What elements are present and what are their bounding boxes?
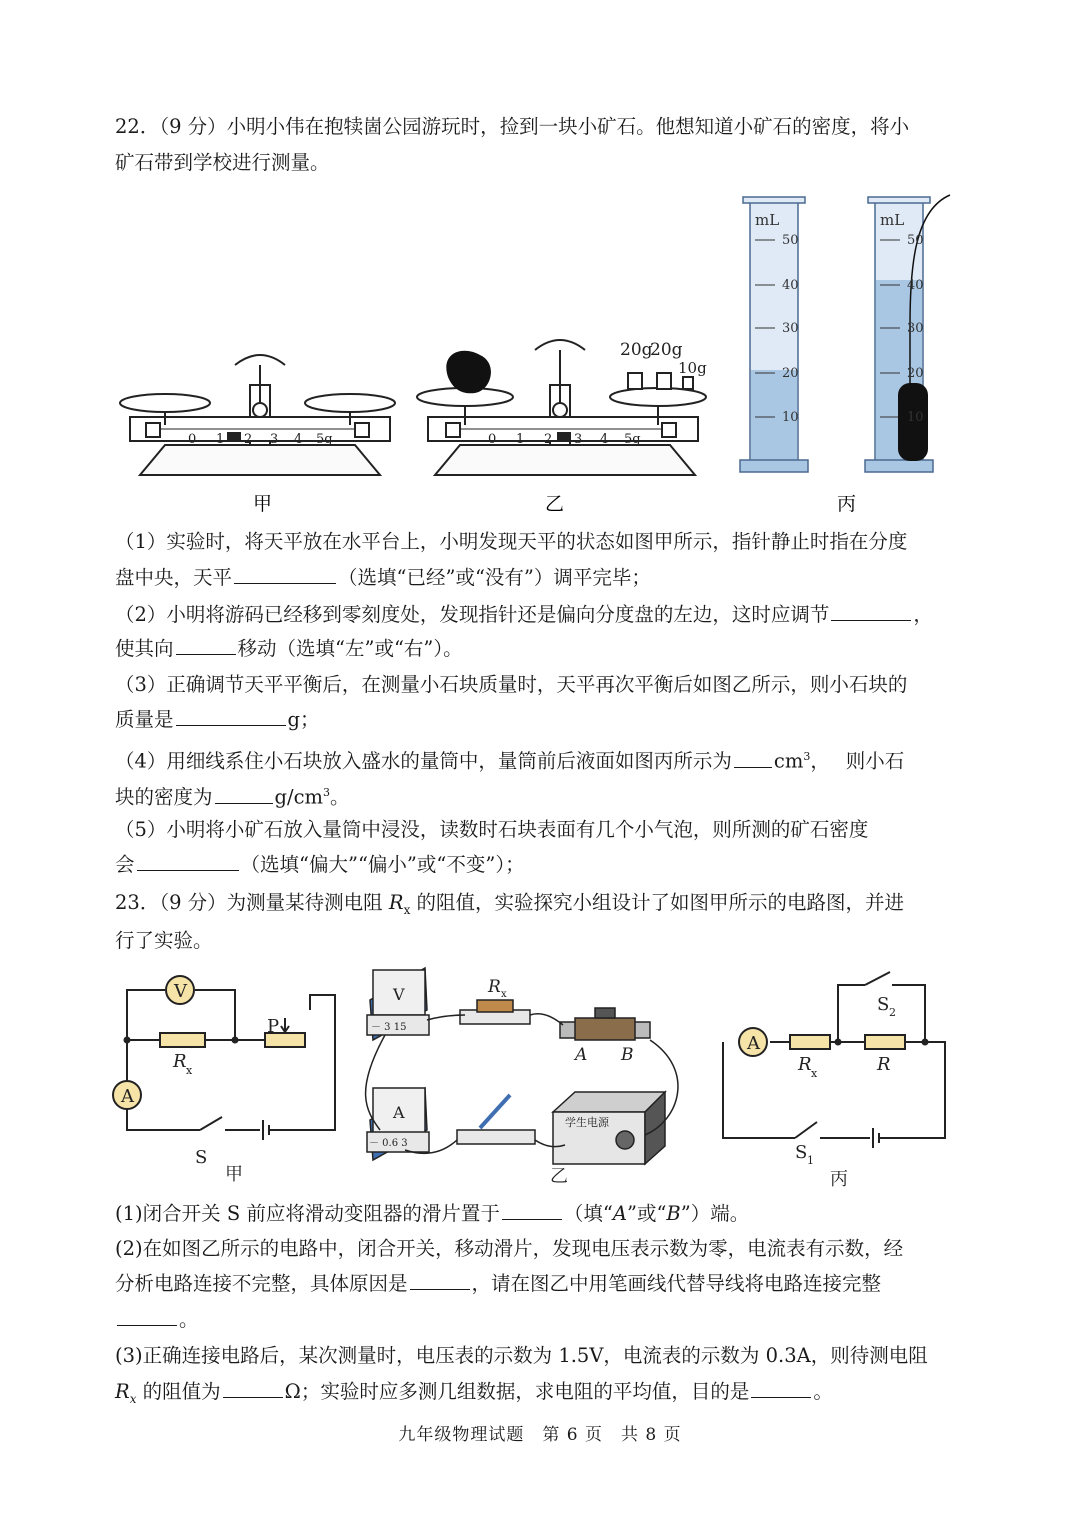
q23-part1-text-c: ”或“ xyxy=(626,1202,667,1225)
balance-jia xyxy=(120,355,395,475)
voltmeter-V: V xyxy=(393,985,405,1004)
circuit-bing-S2: S xyxy=(877,994,890,1015)
q23-stem-text-a: 23．（9 分）为测量某待测电阻 xyxy=(115,891,389,914)
answer-blank-11[interactable] xyxy=(223,1379,283,1398)
circuit-bing-R: R xyxy=(877,1054,891,1075)
q23-part1-text-d: ”）端。 xyxy=(680,1202,750,1225)
q23-part2-text-b: ，请在图乙中用笔画线代替导线将电路连接完整 xyxy=(471,1272,882,1295)
cyl2-tick-20: 20 xyxy=(907,366,924,381)
circuit-bing-S1: S xyxy=(795,1142,808,1163)
weight-10g: 10g xyxy=(678,359,707,377)
q22-part4-unit-density: g/cm xyxy=(274,785,323,809)
q22-part2-text-a: （2）小明将游码已经移到零刻度处，发现指针还是偏向分度盘的左边，这时应调节 xyxy=(115,603,830,626)
q22-part3-text-a: 质量是 xyxy=(115,708,174,731)
cyl2-tick-30: 30 xyxy=(907,321,924,336)
circuit-bing-A: A xyxy=(747,1033,760,1054)
q22-part5-line2 xyxy=(115,851,525,879)
q22-part2-text-b: 使其向 xyxy=(115,637,174,660)
answer-blank-1[interactable] xyxy=(234,565,336,584)
cyl2-tick-10: 10 xyxy=(907,410,924,425)
circuit-yi xyxy=(366,968,678,1164)
q22-part4-sup-a: 3 xyxy=(803,750,811,763)
q23-stem-text-b: 的阻值，实验探究小组设计了如图甲所示的电路图，并进 xyxy=(410,891,905,914)
q22-part1-text-b: （选填“已经”或“没有”）调平完毕； xyxy=(338,566,651,589)
fig-label-yi: 乙 xyxy=(545,493,565,515)
answer-blank-2[interactable] xyxy=(831,602,911,621)
cyl2-tick-40: 40 xyxy=(907,278,924,293)
circuit-jia xyxy=(113,976,335,1140)
circuit-bing-s1-sub: 1 xyxy=(807,1154,814,1167)
q22-figures xyxy=(110,185,980,520)
yi-tick-5: 5g xyxy=(624,432,641,447)
q22-part3-line1: （3）正确调节天平平衡后，在测量小石块质量时，天平再次平衡后如图乙所示，则小石块的 xyxy=(115,673,908,696)
rheostat-B: B xyxy=(621,1045,634,1065)
answer-blank-5[interactable] xyxy=(734,749,772,768)
cyl1-tick-20: 20 xyxy=(782,366,799,381)
q22-stem-line1: 22．（9 分）小明小伟在抱犊崮公园游玩时，捡到一块小矿石。他想知道小矿石的密度，将小 xyxy=(115,115,910,138)
cyl1-tick-30: 30 xyxy=(782,321,799,336)
weight-20g-a: 20g xyxy=(620,340,653,360)
cyl1-tick-50: 50 xyxy=(782,233,799,248)
apparatus-R: R xyxy=(488,977,501,997)
q22-part5-text-a: 会 xyxy=(115,853,135,876)
answer-blank-8[interactable] xyxy=(502,1201,562,1220)
stone-on-pan xyxy=(446,351,491,394)
q23-part1-text-b: （填“ xyxy=(563,1202,613,1225)
q22-part4-unit-cm: cm xyxy=(773,749,804,773)
q22-part4-sup-b: 3 xyxy=(322,786,330,799)
answer-blank-12[interactable] xyxy=(751,1379,811,1398)
q22-stem-line2: 矿石带到学校进行测量。 xyxy=(115,151,330,174)
ammeter-terminals: － 0.6 3 xyxy=(369,1138,408,1149)
q23-stem-line1 xyxy=(115,889,904,924)
q23-part1-line xyxy=(115,1200,749,1228)
q23-part3-rx: R xyxy=(115,1380,130,1403)
jia-tick-1: 1 xyxy=(216,432,225,447)
q22-part4-text-c: 块的密度为 xyxy=(115,785,213,809)
circuit-bing xyxy=(723,972,945,1148)
apparatus-x: x xyxy=(501,989,507,1000)
q22-part1-line1: （1）实验时，将天平放在水平台上，小明发现天平的状态如图甲所示，指针静止时指在分度 xyxy=(115,530,908,553)
cyl1-unit: mL xyxy=(755,211,780,229)
q22-part2-comma: ， xyxy=(913,603,933,626)
q23-part3-line1: (3)正确连接电路后，某次测量时，电压表的示数为 1.5V，电流表的示数为 0.3A，则待测电阻 xyxy=(115,1344,928,1367)
power-supply-label: 学生电源 xyxy=(565,1116,609,1129)
circuit-jia-P: P xyxy=(267,1016,280,1037)
rheostat-A: A xyxy=(575,1045,588,1065)
jia-tick-4: 4 xyxy=(294,432,303,447)
q23-part2-line3 xyxy=(115,1306,199,1334)
fig-label-jia: 甲 xyxy=(253,493,273,515)
answer-blank-7[interactable] xyxy=(137,852,239,871)
voltmeter-terminals: － 3 15 xyxy=(371,1022,407,1033)
answer-blank-3[interactable] xyxy=(176,636,236,655)
q23-part2-text-a: 分析电路连接不完整，具体原因是 xyxy=(115,1272,408,1295)
q23-part2-line2 xyxy=(115,1270,881,1298)
jia-tick-0: 0 xyxy=(188,432,197,447)
weight-20g-b: 20g xyxy=(650,340,683,360)
circuit-jia-x: x xyxy=(186,1064,193,1077)
q23-part1-text-a: (1)闭合开关 S 前应将滑动变阻器的滑片置于 xyxy=(115,1202,500,1225)
q23-part3-period: 。 xyxy=(813,1380,833,1403)
q22-part4-text-a: （4）用细线系住小石块放入盛水的量筒中，量筒前后液面如图丙所示为 xyxy=(115,749,732,773)
q23-part3-line2 xyxy=(115,1378,833,1413)
cyl1-tick-40: 40 xyxy=(782,278,799,293)
page-footer: 九年级物理试题 第 6 页 共 8 页 xyxy=(398,1425,682,1445)
q22-part4-text-b: ， 则小石 xyxy=(810,749,905,773)
q22-part5-line1: （5）小明将小矿石放入量筒中浸没，读数时石块表面有几个小气泡，则所测的矿石密度 xyxy=(115,818,869,841)
q22-part4-period: 。 xyxy=(329,785,350,809)
q23-part3-text-b: Ω；实验时应多测几组数据，求电阻的平均值，目的是 xyxy=(284,1380,750,1403)
q23-rx-sub: x xyxy=(403,902,411,917)
yi-tick-0: 0 xyxy=(488,432,497,447)
yi-tick-4: 4 xyxy=(600,432,609,447)
circuit-jia-S: S xyxy=(195,1147,208,1168)
circuit-jia-R: R xyxy=(173,1051,187,1072)
q22-part1-text-a: 盘中央，天平 xyxy=(115,566,233,589)
q23-part3-rx-sub: x xyxy=(129,1391,137,1406)
q22-part2-line2 xyxy=(115,635,463,663)
q23-circuits xyxy=(105,960,965,1195)
cyl1-tick-10: 10 xyxy=(782,410,799,425)
q22-part3-unit: g； xyxy=(287,708,320,731)
circuit-jia-V: V xyxy=(174,981,187,1002)
jia-tick-5: 5g xyxy=(316,432,333,447)
q23-rx-symbol: R xyxy=(388,891,404,914)
ammeter-A: A xyxy=(393,1103,405,1122)
circuit-bing-s2-sub: 2 xyxy=(889,1006,896,1019)
q23-part3-text-a: 的阻值为 xyxy=(136,1380,221,1403)
q22-part4-line2 xyxy=(115,779,350,812)
yi-tick-2: 2 xyxy=(544,432,553,447)
circuit-jia-label: 甲 xyxy=(225,1164,243,1185)
q22-part2-line1 xyxy=(115,601,933,629)
answer-blank-10[interactable] xyxy=(117,1307,177,1326)
q22-part2-text-c: 移动（选填“左”或“右”）。 xyxy=(237,637,463,660)
yi-tick-1: 1 xyxy=(516,432,525,447)
q22-part1-line2 xyxy=(115,564,651,592)
circuit-bing-label: 丙 xyxy=(830,1169,848,1190)
cyl2-tick-50: 50 xyxy=(907,233,924,248)
circuit-yi-label: 乙 xyxy=(550,1166,568,1187)
q23-part2-period: 。 xyxy=(179,1308,199,1331)
cyl2-unit: mL xyxy=(880,211,905,229)
q22-part3-line2 xyxy=(115,706,320,734)
q23-stem-line2: 行了实验。 xyxy=(115,929,213,952)
answer-blank-4[interactable] xyxy=(176,707,286,726)
answer-blank-9[interactable] xyxy=(410,1271,470,1290)
jia-tick-3: 3 xyxy=(270,432,279,447)
q22-part5-text-b: （选填“偏大”“偏小”或“不变”）； xyxy=(240,853,525,876)
circuit-bing-Rx: R xyxy=(798,1054,812,1075)
jia-tick-2: 2 xyxy=(244,432,253,447)
fig-label-bing: 丙 xyxy=(837,493,857,515)
yi-tick-3: 3 xyxy=(574,432,583,447)
q22-part4-line1 xyxy=(115,743,904,776)
q23-part1-B: B xyxy=(666,1202,681,1225)
q23-part2-line1: (2)在如图乙所示的电路中，闭合开关，移动滑片，发现电压表示数为零，电流表有示数，经 xyxy=(115,1237,904,1260)
answer-blank-6[interactable] xyxy=(215,785,273,804)
circuit-jia-A: A xyxy=(121,1086,134,1107)
q23-part1-A: A xyxy=(612,1202,627,1225)
circuit-bing-x: x xyxy=(811,1067,818,1080)
